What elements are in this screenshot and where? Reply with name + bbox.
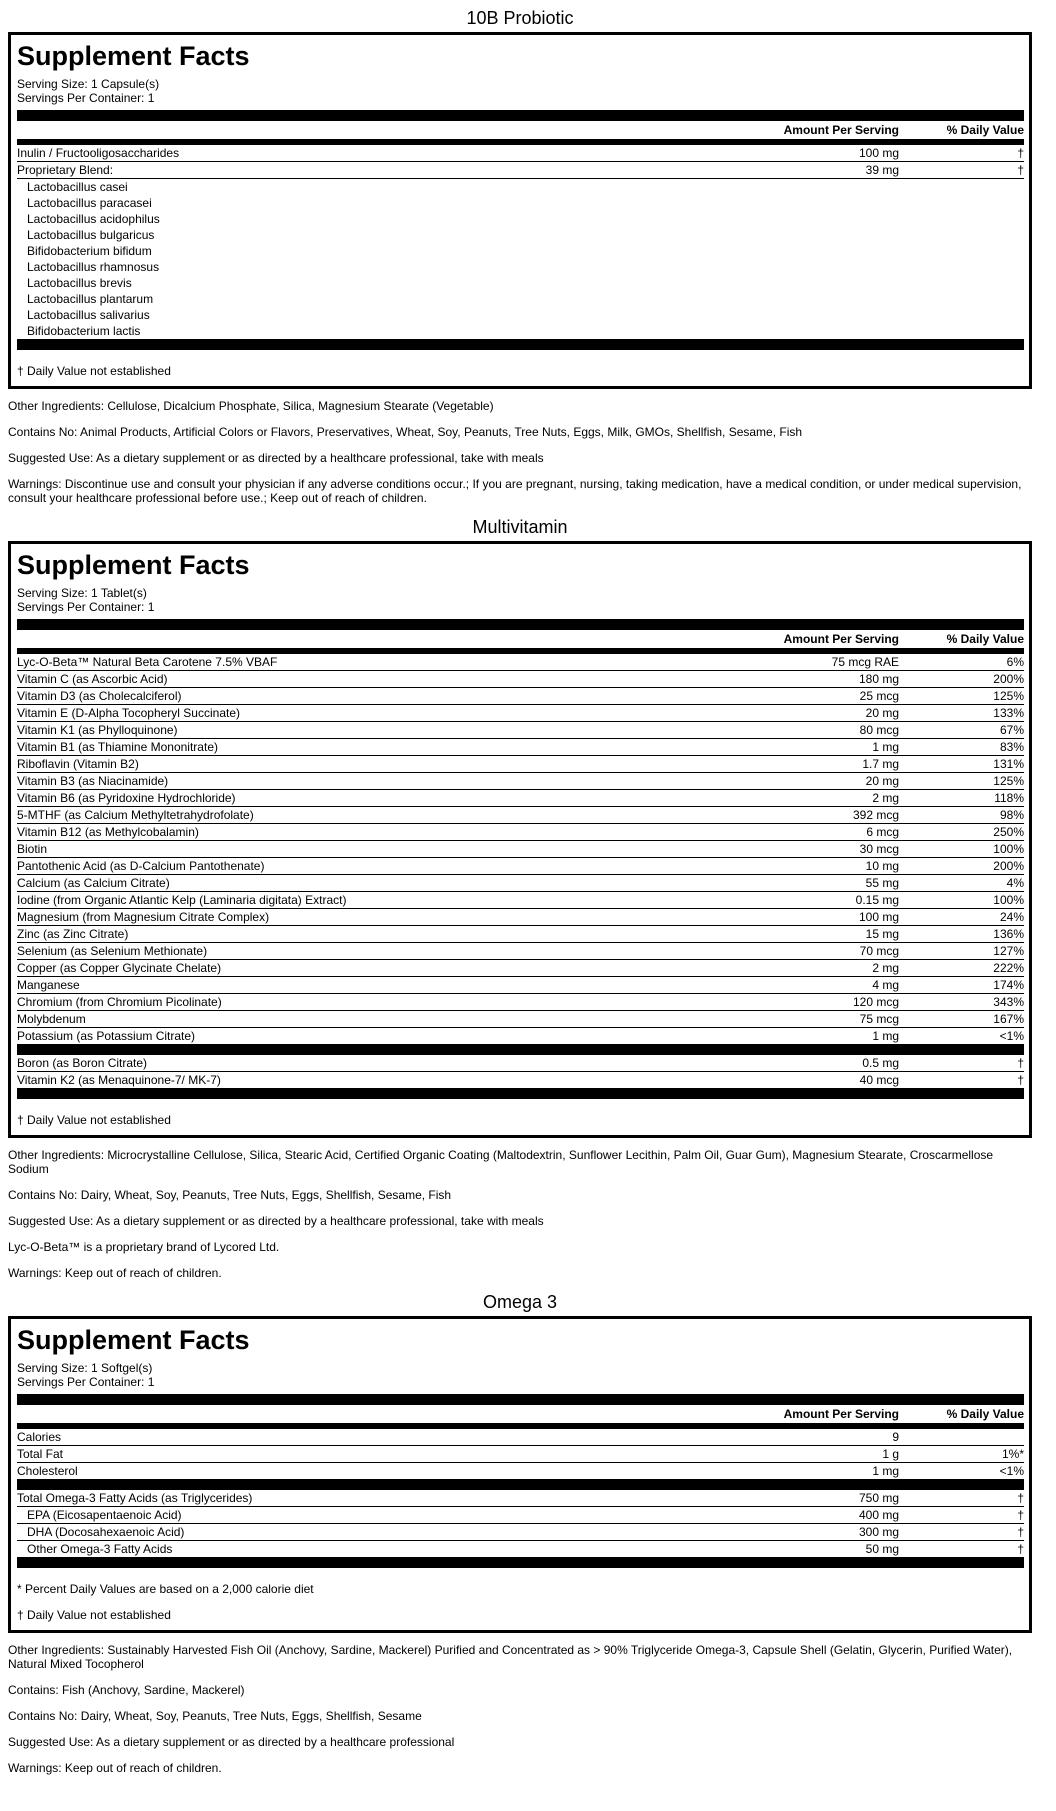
- nutrient-amount: 9: [892, 1430, 899, 1444]
- nutrient-row: [17, 841, 1024, 858]
- nutrient-amount: 1 mg: [872, 740, 899, 754]
- nutrient-row: [17, 722, 1024, 739]
- nutrient-amount: 6 mcg: [866, 825, 899, 839]
- nutrient-amount: 80 mcg: [859, 723, 899, 737]
- nutrient-row: [17, 875, 1024, 892]
- blend-item: Lactobacillus acidophilus: [27, 212, 160, 226]
- nutrient-row: [17, 960, 1024, 977]
- nutrient-daily-value: 83%: [999, 740, 1024, 754]
- nutrient-daily-value: †: [1017, 163, 1024, 177]
- blend-list: [17, 179, 1024, 339]
- nutrient-name: Vitamin K1 (as Phylloquinone): [17, 723, 178, 737]
- nutrient-name: Manganese: [17, 978, 80, 992]
- facts-heading: Supplement Facts: [17, 1325, 250, 1355]
- header-amount: Amount Per Serving: [783, 1407, 899, 1421]
- product-notes: [8, 1148, 1032, 1280]
- nutrient-row: [17, 1446, 1024, 1463]
- serving-size: Serving Size: 1 Capsule(s): [17, 77, 160, 91]
- nutrient-daily-value: 131%: [993, 757, 1024, 771]
- nutrient-amount: 75 mcg RAE: [831, 655, 899, 669]
- nutrient-list: [17, 145, 1024, 179]
- facts-heading: Supplement Facts: [17, 550, 250, 580]
- nutrient-daily-value: <1%: [999, 1464, 1024, 1478]
- nutrient-name: Vitamin B12 (as Methylcobalamin): [17, 825, 199, 839]
- nutrient-amount: 1 mg: [872, 1029, 899, 1043]
- product-title: 10B Probiotic: [466, 8, 574, 28]
- nutrient-amount: 300 mg: [858, 1525, 899, 1539]
- blend-item: Bifidobacterium lactis: [27, 324, 141, 338]
- column-header: [17, 1405, 1024, 1423]
- nutrient-amount: 20 mg: [865, 774, 899, 788]
- nutrient-daily-value: 127%: [993, 944, 1024, 958]
- nutrient-name: Magnesium (from Magnesium Citrate Complex): [17, 910, 270, 924]
- nutrient-amount: 55 mg: [865, 876, 899, 890]
- nutrient-row: [17, 1072, 1024, 1088]
- nutrient-daily-value: 133%: [993, 706, 1024, 720]
- facts-heading: Supplement Facts: [17, 41, 250, 71]
- nutrient-row: [17, 162, 1024, 179]
- nutrient-row: [17, 756, 1024, 773]
- nutrient-name: Selenium (as Selenium Methionate): [17, 944, 208, 958]
- nutrient-daily-value: 4%: [1006, 876, 1024, 890]
- nutrient-row: [17, 807, 1024, 824]
- nutrient-row: [17, 671, 1024, 688]
- blend-item: Lactobacillus plantarum: [27, 292, 154, 306]
- nutrient-amount: 0.15 mg: [855, 893, 899, 907]
- nutrient-amount: 1 g: [882, 1447, 899, 1461]
- product-notes: [8, 399, 1032, 505]
- nutrient-daily-value: †: [1017, 1542, 1024, 1556]
- nutrient-name: Potassium (as Potassium Citrate): [17, 1029, 196, 1043]
- nutrient-row: [17, 926, 1024, 943]
- nutrient-amount: 30 mcg: [859, 842, 899, 856]
- nutrient-row: [17, 739, 1024, 756]
- blend-item: Lactobacillus salivarius: [27, 308, 150, 322]
- footnote-dagger: † Daily Value not established: [17, 1608, 171, 1622]
- nutrient-row: [17, 994, 1024, 1011]
- trademark-note: Lyc-O-Beta™ is a proprietary brand of Lycored Ltd.: [8, 1240, 280, 1254]
- other-ingredients: Other Ingredients: Microcrystalline Cellulose, Silica, Stearic Acid, Certified Organic Coating (Maltodextrin, Sunflower Lecithin, Palm Oil, Guar Gum), Magnesium Stearate, Croscarmellose Sodium: [8, 1148, 994, 1176]
- nutrient-name: Vitamin B6 (as Pyridoxine Hydrochloride): [17, 791, 236, 805]
- divider-bar: [17, 1088, 1024, 1099]
- contains-no: Contains No: Animal Products, Artificial Colors or Flavors, Preservatives, Wheat, Soy, Peanuts, Tree Nuts, Eggs, Milk, GMOs, Shellfish, Sesame, Fish: [8, 425, 803, 439]
- nutrient-amount: 70 mcg: [859, 944, 899, 958]
- nutrient-row: [17, 943, 1024, 960]
- suggested-use: Suggested Use: As a dietary supplement or as directed by a healthcare professional, take with meals: [8, 1214, 544, 1228]
- nutrient-amount: 10 mg: [865, 859, 899, 873]
- nutrient-name: Molybdenum: [17, 1012, 86, 1026]
- footnote-dagger: † Daily Value not established: [17, 364, 171, 378]
- footnote-percent: * Percent Daily Values are based on a 2,000 calorie diet: [17, 1582, 314, 1596]
- nutrient-name: Lyc-O-Beta™ Natural Beta Carotene 7.5% VBAF: [17, 655, 278, 669]
- header-daily-value: % Daily Value: [946, 632, 1024, 646]
- nutrient-name: Vitamin B1 (as Thiamine Mononitrate): [17, 740, 218, 754]
- serving-size: Serving Size: 1 Softgel(s): [17, 1361, 153, 1375]
- nutrient-name: Other Omega-3 Fatty Acids: [27, 1542, 173, 1556]
- nutrient-daily-value: †: [1017, 1525, 1024, 1539]
- header-daily-value: % Daily Value: [946, 1407, 1024, 1421]
- nutrient-row: [17, 1011, 1024, 1028]
- nutrient-name: Vitamin B3 (as Niacinamide): [17, 774, 169, 788]
- nutrient-daily-value: 343%: [993, 995, 1024, 1009]
- other-ingredients: Other Ingredients: Sustainably Harvested Fish Oil (Anchovy, Sardine, Mackerel) Purified and Concentrated as > 90% Triglyceride Omega-3, Capsule Shell (Gelatin, Glycerin, Purified Water), Natural Mixed Tocopherol: [8, 1643, 1013, 1671]
- servings-per-container: Servings Per Container: 1: [17, 600, 155, 614]
- nutrient-daily-value: 67%: [999, 723, 1024, 737]
- product-title: Omega 3: [482, 1292, 558, 1312]
- nutrient-amount: 2 mg: [872, 961, 899, 975]
- nutrient-row: [17, 977, 1024, 994]
- nutrient-name: 5-MTHF (as Calcium Methyltetrahydrofolate): [17, 808, 254, 822]
- nutrient-daily-value: 250%: [993, 825, 1024, 839]
- nutrient-amount: 1.7 mg: [862, 757, 899, 771]
- divider-bar: [17, 1394, 1024, 1405]
- nutrient-daily-value: †: [1017, 1491, 1024, 1505]
- nutrient-row: [17, 688, 1024, 705]
- header-amount: Amount Per Serving: [783, 123, 899, 137]
- contains-no: Contains No: Dairy, Wheat, Soy, Peanuts, Tree Nuts, Eggs, Shellfish, Sesame: [8, 1709, 422, 1723]
- divider-bar: [17, 1557, 1024, 1568]
- blend-item: Lactobacillus rhamnosus: [27, 260, 160, 274]
- warnings: Warnings: Discontinue use and consult your physician if any adverse conditions occur.; If you are pregnant, nursing, taking medication, have a medical condition, or under medical supervision, consult your healthcare professional before use.; Keep out of reach of children.: [8, 477, 1022, 505]
- nutrient-amount: 20 mg: [865, 706, 899, 720]
- nutrient-row: [17, 858, 1024, 875]
- nutrient-name: Biotin: [17, 842, 48, 856]
- nutrient-amount: 15 mg: [865, 927, 899, 941]
- blend-item: Lactobacillus brevis: [27, 276, 132, 290]
- divider-bar: [17, 339, 1024, 350]
- product-probiotic: [8, 8, 1032, 505]
- nutrient-name: Calcium (as Calcium Citrate): [17, 876, 170, 890]
- nutrient-daily-value: 174%: [993, 978, 1024, 992]
- contains: Contains: Fish (Anchovy, Sardine, Mackerel): [8, 1683, 245, 1697]
- nutrient-amount: 0.5 mg: [862, 1056, 899, 1070]
- supplement-facts-panel: [8, 1316, 1032, 1633]
- nutrient-amount: 2 mg: [872, 791, 899, 805]
- nutrient-daily-value: 167%: [993, 1012, 1024, 1026]
- nutrient-list-secondary: [17, 1055, 1024, 1088]
- suggested-use: Suggested Use: As a dietary supplement or as directed by a healthcare professional: [8, 1735, 455, 1749]
- column-header: [17, 121, 1024, 139]
- divider-bar: [17, 619, 1024, 630]
- product-multivitamin: [8, 517, 1032, 1280]
- nutrient-daily-value: †: [1017, 1056, 1024, 1070]
- nutrient-amount: 100 mg: [858, 146, 899, 160]
- nutrient-daily-value: 1%*: [1001, 1447, 1024, 1461]
- nutrient-row: [17, 909, 1024, 926]
- nutrient-row: [17, 654, 1024, 671]
- nutrient-daily-value: 118%: [994, 791, 1024, 805]
- warnings: Warnings: Keep out of reach of children.: [8, 1266, 222, 1280]
- nutrient-row: [17, 1507, 1024, 1524]
- nutrient-name: Vitamin D3 (as Cholecalciferol): [17, 689, 182, 703]
- nutrient-daily-value: 125%: [993, 774, 1024, 788]
- nutrient-row: [17, 1490, 1024, 1507]
- nutrient-amount: 180 mg: [858, 672, 899, 686]
- nutrient-name: Iodine (from Organic Atlantic Kelp (Laminaria digitata) Extract): [17, 893, 347, 907]
- nutrient-amount: 25 mcg: [859, 689, 899, 703]
- nutrient-name: Zinc (as Zinc Citrate): [17, 927, 129, 941]
- nutrient-row: [17, 790, 1024, 807]
- column-header: [17, 630, 1024, 648]
- nutrient-list-secondary: [17, 1490, 1024, 1557]
- nutrient-list: [17, 1429, 1024, 1479]
- nutrient-daily-value: 100%: [993, 893, 1024, 907]
- nutrient-daily-value: †: [1017, 1508, 1024, 1522]
- nutrient-row: [17, 705, 1024, 722]
- other-ingredients: Other Ingredients: Cellulose, Dicalcium Phosphate, Silica, Magnesium Stearate (Vegetable): [8, 399, 494, 413]
- divider-bar: [17, 1479, 1024, 1490]
- nutrient-amount: 1 mg: [872, 1464, 899, 1478]
- nutrient-daily-value: 24%: [999, 910, 1024, 924]
- nutrient-amount: 40 mcg: [859, 1073, 899, 1087]
- nutrient-row: [17, 145, 1024, 162]
- nutrient-name: Vitamin C (as Ascorbic Acid): [17, 672, 168, 686]
- nutrient-name: Pantothenic Acid (as D-Calcium Pantothenate): [17, 859, 265, 873]
- nutrient-amount: 120 mcg: [852, 995, 899, 1009]
- nutrient-amount: 75 mcg: [859, 1012, 899, 1026]
- blend-item: Lactobacillus bulgaricus: [27, 228, 155, 242]
- serving-size: Serving Size: 1 Tablet(s): [17, 586, 147, 600]
- nutrient-daily-value: 136%: [993, 927, 1024, 941]
- product-title: Multivitamin: [472, 517, 568, 537]
- nutrient-row: [17, 824, 1024, 841]
- servings-per-container: Servings Per Container: 1: [17, 1375, 155, 1389]
- nutrient-daily-value: 98%: [999, 808, 1024, 822]
- nutrient-name: Copper (as Copper Glycinate Chelate): [17, 961, 222, 975]
- nutrient-daily-value: 6%: [1006, 655, 1024, 669]
- nutrient-amount: 400 mg: [858, 1508, 899, 1522]
- nutrient-row: [17, 1055, 1024, 1072]
- footnote-dagger: † Daily Value not established: [17, 1113, 171, 1127]
- nutrient-name: Inulin / Fructooligosaccharides: [17, 146, 180, 160]
- nutrient-name: Cholesterol: [17, 1464, 78, 1478]
- nutrient-daily-value: †: [1017, 1073, 1024, 1087]
- product-notes: [8, 1643, 1032, 1775]
- nutrient-amount: 392 mcg: [852, 808, 899, 822]
- blend-item: Lactobacillus paracasei: [27, 196, 152, 210]
- nutrient-row: [17, 892, 1024, 909]
- nutrient-amount: 50 mg: [865, 1542, 899, 1556]
- nutrient-amount: 100 mg: [858, 910, 899, 924]
- nutrient-row: [17, 773, 1024, 790]
- nutrient-name: Chromium (from Chromium Picolinate): [17, 995, 222, 1009]
- divider-bar: [17, 1044, 1024, 1055]
- nutrient-amount: 39 mg: [865, 163, 899, 177]
- nutrient-row: [17, 1541, 1024, 1557]
- blend-item: Bifidobacterium bifidum: [27, 244, 152, 258]
- nutrient-row: [17, 1524, 1024, 1541]
- header-daily-value: % Daily Value: [946, 123, 1024, 137]
- nutrient-row: [17, 1028, 1024, 1044]
- nutrient-row: [17, 1429, 1024, 1446]
- nutrient-daily-value: †: [1017, 146, 1024, 160]
- blend-item: Lactobacillus casei: [27, 180, 128, 194]
- servings-per-container: Servings Per Container: 1: [17, 91, 155, 105]
- product-omega3: [8, 1292, 1032, 1775]
- nutrient-name: Total Omega-3 Fatty Acids (as Triglycerides): [17, 1491, 253, 1505]
- warnings: Warnings: Keep out of reach of children.: [8, 1761, 222, 1775]
- nutrient-name: EPA (Eicosapentaenoic Acid): [27, 1508, 182, 1522]
- suggested-use: Suggested Use: As a dietary supplement or as directed by a healthcare professional, take with meals: [8, 451, 544, 465]
- contains-no: Contains No: Dairy, Wheat, Soy, Peanuts, Tree Nuts, Eggs, Shellfish, Sesame, Fish: [8, 1188, 452, 1202]
- nutrient-name: Calories: [17, 1430, 62, 1444]
- nutrient-name: Total Fat: [17, 1447, 64, 1461]
- supplement-facts-panel: [8, 32, 1032, 389]
- divider-bar: [17, 110, 1024, 121]
- supplement-facts-panel: [8, 541, 1032, 1138]
- nutrient-amount: 750 mg: [858, 1491, 899, 1505]
- nutrient-name: Boron (as Boron Citrate): [17, 1056, 148, 1070]
- nutrient-name: Riboflavin (Vitamin B2): [17, 757, 139, 771]
- nutrient-daily-value: <1%: [999, 1029, 1024, 1043]
- nutrient-daily-value: 125%: [993, 689, 1024, 703]
- nutrient-name: Proprietary Blend:: [17, 163, 114, 177]
- nutrient-name: Vitamin K2 (as Menaquinone-7/ MK-7): [17, 1073, 221, 1087]
- nutrient-amount: 4 mg: [872, 978, 899, 992]
- nutrient-name: DHA (Docosahexaenoic Acid): [27, 1525, 185, 1539]
- nutrient-daily-value: 200%: [993, 672, 1024, 686]
- nutrient-name: Vitamin E (D-Alpha Tocopheryl Succinate): [17, 706, 240, 720]
- nutrient-daily-value: 222%: [993, 961, 1024, 975]
- header-amount: Amount Per Serving: [783, 632, 899, 646]
- nutrient-daily-value: 200%: [993, 859, 1024, 873]
- nutrient-list: [17, 654, 1024, 1044]
- nutrient-row: [17, 1463, 1024, 1479]
- nutrient-daily-value: 100%: [993, 842, 1024, 856]
